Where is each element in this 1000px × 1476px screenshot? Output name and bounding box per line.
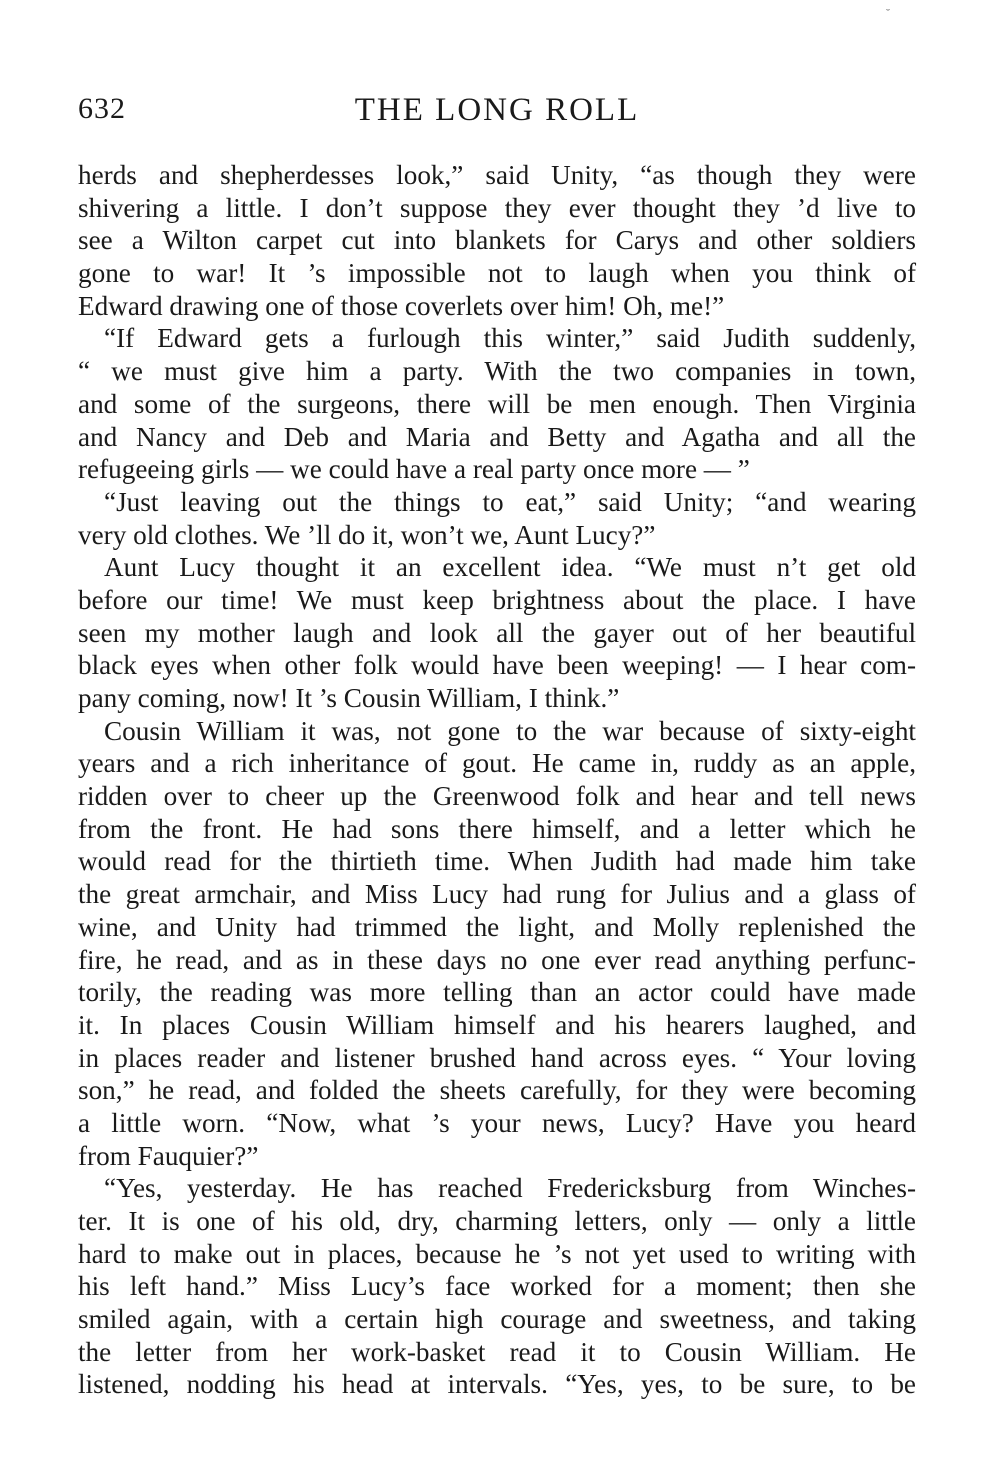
text-line: ridden over to cheer up the Greenwood folk and hear and tell news: [78, 781, 916, 812]
scan-mark: ˘: [886, 6, 890, 20]
text-line: Aunt Lucy thought it an excellent idea. “We must n’t get old: [104, 552, 916, 583]
text-line: from the front. He had sons there himself, and a letter which he: [78, 813, 916, 844]
text-line: it. In places Cousin William himself and his hearers laughed, and: [78, 1009, 916, 1040]
text-line: listened, nodding his head at intervals. “Yes, yes, to be sure, to be: [78, 1369, 916, 1400]
text-line: fire, he read, and as in these days no one ever read anything perfunc-: [78, 944, 916, 975]
page-number: 632: [78, 92, 126, 125]
text-line: refugeeing girls — we could have a real party once more — ”: [78, 454, 750, 485]
text-line: would read for the thirtieth time. When Judith had made him take: [78, 846, 916, 877]
text-line: the great armchair, and Miss Lucy had rung for Julius and a glass of: [78, 879, 916, 910]
text-line: his left hand.” Miss Lucy’s face worked for a moment; then she: [78, 1271, 916, 1302]
text-line: pany coming, now! It ’s Cousin William, I think.”: [78, 683, 620, 713]
text-line: hard to make out in places, because he ’s not yet used to writing with: [78, 1238, 916, 1269]
text-line: before our time! We must keep brightness about the place. I have: [78, 584, 916, 615]
text-line: son,” he read, and folded the sheets carefully, for they were becoming: [78, 1075, 916, 1106]
running-title: THE LONG ROLL: [354, 92, 640, 128]
text-line: a little worn. “Now, what ’s your news, Lucy? Have you heard: [78, 1107, 916, 1138]
text-line: very old clothes. We ’ll do it, won’t we, Aunt Lucy?”: [78, 519, 656, 550]
text-line: see a Wilton carpet cut into blankets for Carys and other soldiers: [78, 225, 916, 256]
text-line: black eyes when other folk would have been weeping! — I hear com-: [78, 650, 916, 681]
text-line: “If Edward gets a furlough this winter,” said Judith suddenly,: [104, 323, 916, 354]
text-line: Edward drawing one of those coverlets over him! Oh, me!”: [78, 290, 725, 321]
text-line: and Nancy and Deb and Maria and Betty and Agatha and all the: [78, 421, 916, 452]
text-line: from Fauquier?”: [78, 1140, 259, 1171]
body-text: [78, 159, 916, 1401]
page-header: [78, 92, 916, 136]
text-line: “ we must give him a party. With the two companies in town,: [78, 356, 916, 387]
text-line: years and a rich inheritance of gout. He came in, ruddy as an apple,: [78, 748, 916, 779]
text-line: herds and shepherdesses look,” said Unity, “as though they were: [78, 160, 916, 190]
text-line: gone to war! It ’s impossible not to laugh when you think of: [78, 258, 916, 289]
text-line: “Just leaving out the things to eat,” said Unity; “and wearing: [104, 486, 916, 517]
text-line: torily, the reading was more telling than an actor could have made: [78, 977, 916, 1008]
text-line: in places reader and listener brushed hand across eyes. “ Your loving: [78, 1042, 916, 1073]
text-line: ter. It is one of his old, dry, charming letters, only — only a little: [78, 1206, 916, 1236]
text-line: shivering a little. I don’t suppose they ever thought they ’d live to: [78, 192, 916, 223]
text-line: the letter from her work-basket read it to Cousin William. He: [78, 1336, 916, 1367]
text-line: “Yes, yesterday. He has reached Fredericksburg from Winches-: [104, 1173, 916, 1204]
text-line: Cousin William it was, not gone to the war because of sixty-eight: [104, 715, 916, 746]
text-line: seen my mother laugh and look all the gayer out of her beautiful: [78, 617, 916, 648]
text-line: wine, and Unity had trimmed the light, and Molly replenished the: [78, 911, 916, 942]
text-line: and some of the surgeons, there will be men enough. Then Virginia: [78, 388, 916, 419]
text-line: smiled again, with a certain high courage and sweetness, and taking: [78, 1304, 916, 1335]
